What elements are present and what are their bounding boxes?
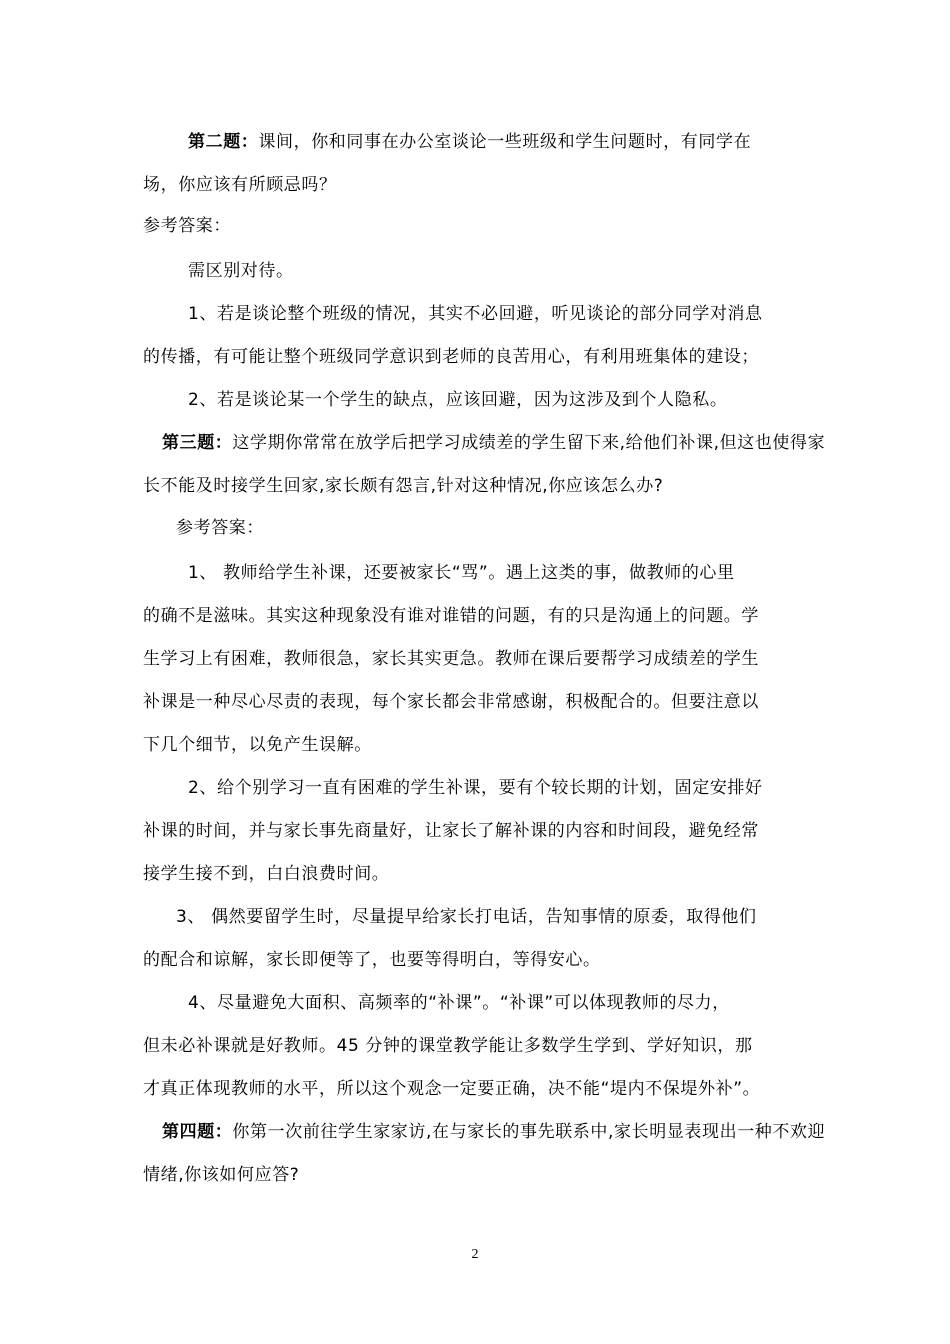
q3-answer-point-1-line-3: 生学习上有困难，教师很急，家长其实更急。教师在课后要帮学习成绩差的学生 bbox=[143, 649, 759, 669]
q3-answer-point-1-line-4: 补课是一种尽心尽责的表现，每个家长都会非常感谢，积极配合的。但要注意以 bbox=[143, 692, 759, 712]
q3-answer-point-4-line-3: 才真正体现教师的水平，所以这个观念一定要正确，决不能“堤内不保堤外补”。 bbox=[143, 1079, 761, 1099]
q2-answer-point-2-line-1: 2、若是谈论某一个学生的缺点，应该回避，因为这涉及到个人隐私。 bbox=[188, 390, 728, 410]
q3-answer-point-1-line-2: 的确不是滋味。其实这种现象没有谁对谁错的问题，有的只是沟通上的问题。学 bbox=[143, 606, 759, 626]
page-number: 2 bbox=[471, 1247, 479, 1262]
q3-answer-point-3-line-1: 3、 偶然要留学生时，尽量提早给家长打电话，告知事情的原委，取得他们 bbox=[176, 907, 757, 927]
q3-question-line-2: 长不能及时接学生回家,家长颇有怨言,针对这种情况,你应该怎么办? bbox=[143, 476, 664, 496]
q2-heading: 第二题： bbox=[188, 132, 259, 152]
q4-heading: 第四题： bbox=[162, 1122, 233, 1142]
q3-answer-point-2-line-1: 2、给个别学习一直有困难的学生补课，要有个较长期的计划，固定安排好 bbox=[188, 778, 763, 798]
q2-answer-label: 参考答案： bbox=[143, 216, 231, 236]
q2-answer-point-1-line-1: 1、若是谈论整个班级的情况，其实不必回避，听见谈论的部分同学对消息 bbox=[188, 304, 763, 324]
q4-question-line-1 bbox=[162, 1120, 826, 1144]
q2-answer-intro: 需区别对待。 bbox=[188, 261, 294, 281]
q2-answer-point-1-line-2: 的传播，有可能让整个班级同学意识到老师的良苦用心，有利用班集体的建设； bbox=[143, 347, 759, 367]
q2-question-line-2: 场，你应该有所顾忌吗？ bbox=[143, 175, 337, 195]
q3-heading: 第三题： bbox=[162, 433, 233, 453]
q3-answer-point-2-line-2: 补课的时间，并与家长事先商量好，让家长了解补课的内容和时间段，避免经常 bbox=[143, 821, 759, 841]
q3-answer-point-2-line-3: 接学生接不到，白白浪费时间。 bbox=[143, 864, 390, 884]
q3-answer-point-3-line-2: 的配合和谅解，家长即便等了，也要等得明白，等得安心。 bbox=[143, 950, 601, 970]
q2-question-line-1 bbox=[188, 130, 813, 154]
q3-answer-point-1-line-1: 1、 教师给学生补课，还要被家长“骂”。遇上这类的事，做教师的心里 bbox=[188, 563, 735, 583]
q3-answer-point-1-line-5: 下几个细节，以免产生误解。 bbox=[143, 735, 372, 755]
q3-answer-point-4-line-1: 4、尽量避免大面积、高频率的“补课”。“补课”可以体现教师的尽力， bbox=[188, 993, 730, 1013]
q4-question-text-1: 你第一次前往学生家家访,在与家长的事先联系中,家长明显表现出一种不欢迎 bbox=[232, 1122, 826, 1142]
q3-question-line-1 bbox=[162, 431, 826, 455]
q3-answer-label: 参考答案： bbox=[176, 518, 264, 538]
q3-question-text-1: 这学期你常常在放学后把学习成绩差的学生留下来,给他们补课,但这也使得家 bbox=[232, 433, 826, 453]
q4-question-line-2: 情绪,你该如何应答? bbox=[143, 1165, 300, 1185]
q2-question-text-1: 课间，你和同事在办公室谈论一些班级和学生问题时，有同学在 bbox=[258, 132, 752, 152]
q3-answer-point-4-line-2: 但未必补课就是好教师。45 分钟的课堂教学能让多数学生学到、学好知识，那 bbox=[143, 1036, 753, 1056]
